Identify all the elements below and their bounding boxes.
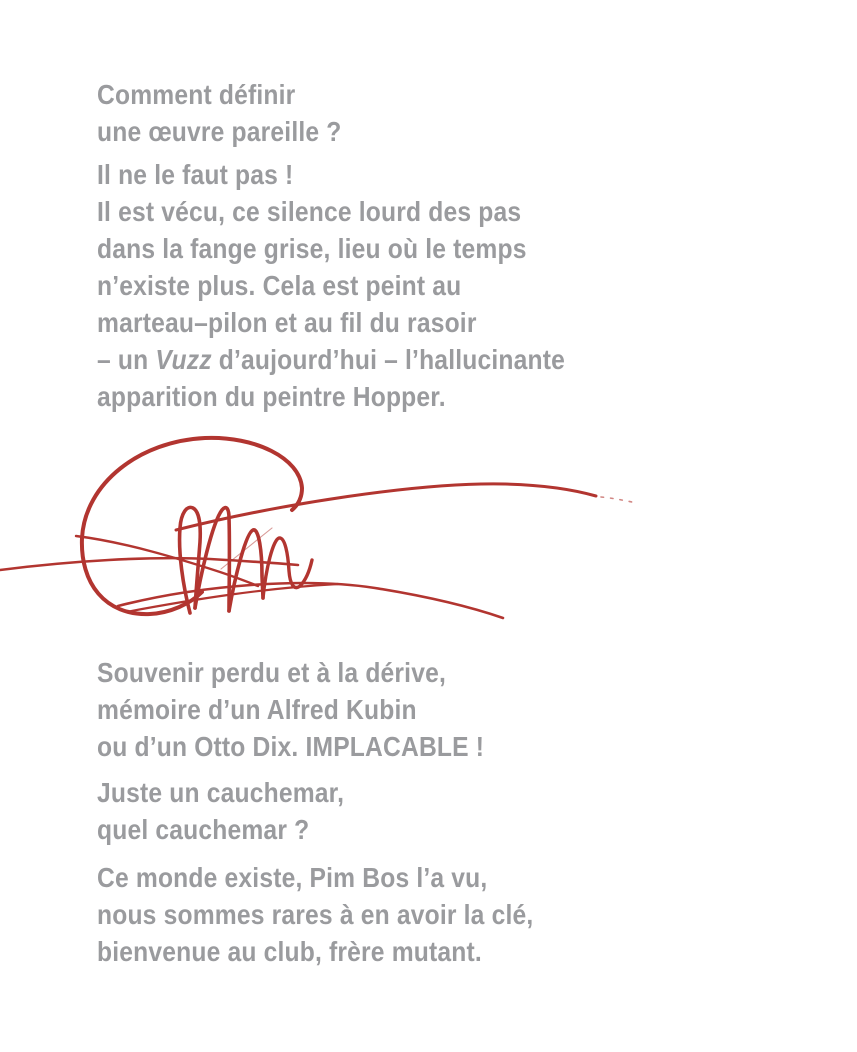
text-line: apparition du peintre Hopper. xyxy=(97,381,446,412)
text-line xyxy=(97,341,565,378)
text-line: quel cauchemar ? xyxy=(97,814,310,845)
signature-stroke-left-line xyxy=(0,558,298,570)
text-line: Comment définir xyxy=(97,79,296,110)
signature-stroke-top-sweep-fade xyxy=(601,497,632,502)
paragraph-question xyxy=(97,76,342,150)
signature-stroke-bottom-long xyxy=(118,583,503,618)
paragraph-cauchemar xyxy=(97,774,344,848)
text-line: bienvenue au club, frère mutant. xyxy=(97,936,482,967)
text-line: n’existe plus. Cela est peint au xyxy=(97,270,462,301)
text-line: mémoire d’un Alfred Kubin xyxy=(97,694,417,725)
text-line: Souvenir perdu et à la dérive, xyxy=(97,657,446,688)
text-line: Il ne le faut pas ! xyxy=(97,159,294,190)
signature-stroke-top-sweep xyxy=(176,484,596,530)
paragraph-answer xyxy=(97,156,565,415)
signature-scribble-svg xyxy=(0,428,640,640)
text-line: Ce monde existe, Pim Bos l’a vu, xyxy=(97,862,488,893)
signature-illustration xyxy=(0,428,640,640)
text-line: Il est vécu, ce silence lourd des pas xyxy=(97,196,522,227)
vuzz-title-italic: Vuzz xyxy=(155,344,212,375)
paragraph-souvenir xyxy=(97,654,484,765)
text-line: nous sommes rares à en avoir la clé, xyxy=(97,899,534,930)
text-line: ou d’un Otto Dix. IMPLACABLE ! xyxy=(97,731,485,762)
text-line: marteau–pilon et au fil du rasoir xyxy=(97,307,477,338)
text-line: une œuvre pareille ? xyxy=(97,116,342,147)
text-segment: – un xyxy=(97,344,156,375)
text-segment: d’aujourd’hui – l’hallucinante xyxy=(211,344,565,375)
paragraph-conclusion xyxy=(97,859,533,970)
text-line: Juste un cauchemar, xyxy=(97,777,345,808)
text-line: dans la fange grise, lieu où le temps xyxy=(97,233,527,264)
signature-stroke-zigzag-3 xyxy=(229,530,263,611)
